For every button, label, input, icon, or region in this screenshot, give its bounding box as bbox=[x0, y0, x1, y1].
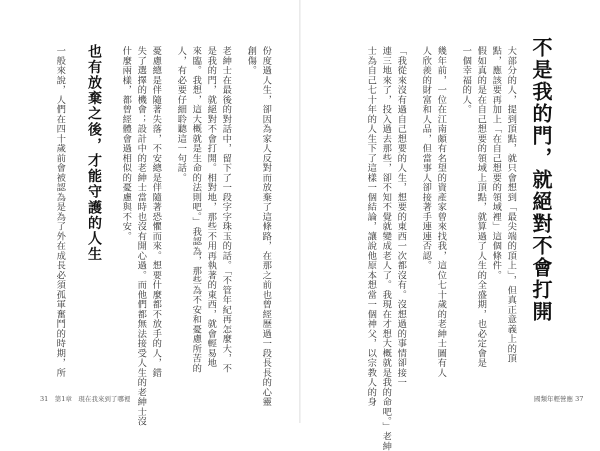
body-column: 一般來說，人們在四十歲前會被認為是為了外在成長必須孤軍奮鬥的時期，所 bbox=[54, 46, 66, 378]
body-column: 「我從來沒有過自己想要的人生，想要的東西一次都沒有。沒想過的事情卻接一 bbox=[395, 46, 407, 388]
body-column: 點，應該要再加上「在自己想要的領域裡」這個條件。 bbox=[490, 46, 502, 280]
body-column: 創傷。 bbox=[245, 46, 257, 76]
body-column: 一個幸福的人。 bbox=[460, 46, 472, 115]
section-subhead: 也有放棄之後，才能守護的人生 bbox=[86, 44, 102, 263]
body-column: 連三地來了，投入過去那些，卻不知不覺就變成老人了。我現在才想大概就是我的命吧。」老紳 bbox=[380, 46, 392, 451]
page-footer: 31 第1章 現在我來到了哪裡 bbox=[40, 395, 131, 403]
page-gutter bbox=[299, 0, 301, 423]
chapter-title: 不是我的門，就絕對不會打開 bbox=[529, 37, 553, 323]
body-column: 幾年前，一位在江南頗有名望的資產家曾來找我，這位七十歲的老紳士圖有人 bbox=[435, 46, 447, 378]
body-column: 憂慮總是伴隨著失落，不安總是伴隨著恐懼而來。想要什麼都不放手的人，錯 bbox=[150, 46, 162, 378]
body-column: 大部分的人，提到頂點，就只會想到「最尖端的頂上」，但真正意義上的頂 bbox=[505, 46, 517, 364]
body-column: 假如真的是在自己想要的領域上頂點，就算過了人生的全盛期，也必定會是 bbox=[475, 46, 487, 368]
body-column: 人，有必要仔細聆聽這一句話。 bbox=[175, 46, 187, 183]
body-column: 份度過人生，卻因為家人反對而放棄了這條路，在那之前也曾經歷過一段長長的心靈 bbox=[260, 46, 272, 407]
body-column: 士為自己七十年的人生下了這樣一個結論，讓說他原本想當一個神父，以宗教人的身 bbox=[365, 46, 377, 407]
page-footer: 國類年輕營應 37 bbox=[534, 395, 584, 403]
body-column: 來臨。我想，這大概就是生命的法則吧。」我認為，那些為不安和憂慮所苦的 bbox=[190, 46, 202, 373]
body-column: 什麼兩樣，都曾經體會過相似的憂慮與不安。 bbox=[120, 46, 132, 241]
body-column: 人欣羨的財富和人品，但當事人卻接著手連連否認。 bbox=[420, 46, 432, 271]
body-column: 失了選擇的機會；設計中的老紳士當時也沒有開心過。而他們都無法接受人生的老紳士沒 bbox=[135, 46, 147, 427]
body-column: 是我的門，就絕對不會打開。相對地，那些不用再執著的東西，就會輕易地 bbox=[205, 46, 217, 368]
body-column: 老紳士在最後的對話中，留下了一段字字珠玉的話。「不管年紀再怎麼大，不 bbox=[220, 46, 232, 373]
